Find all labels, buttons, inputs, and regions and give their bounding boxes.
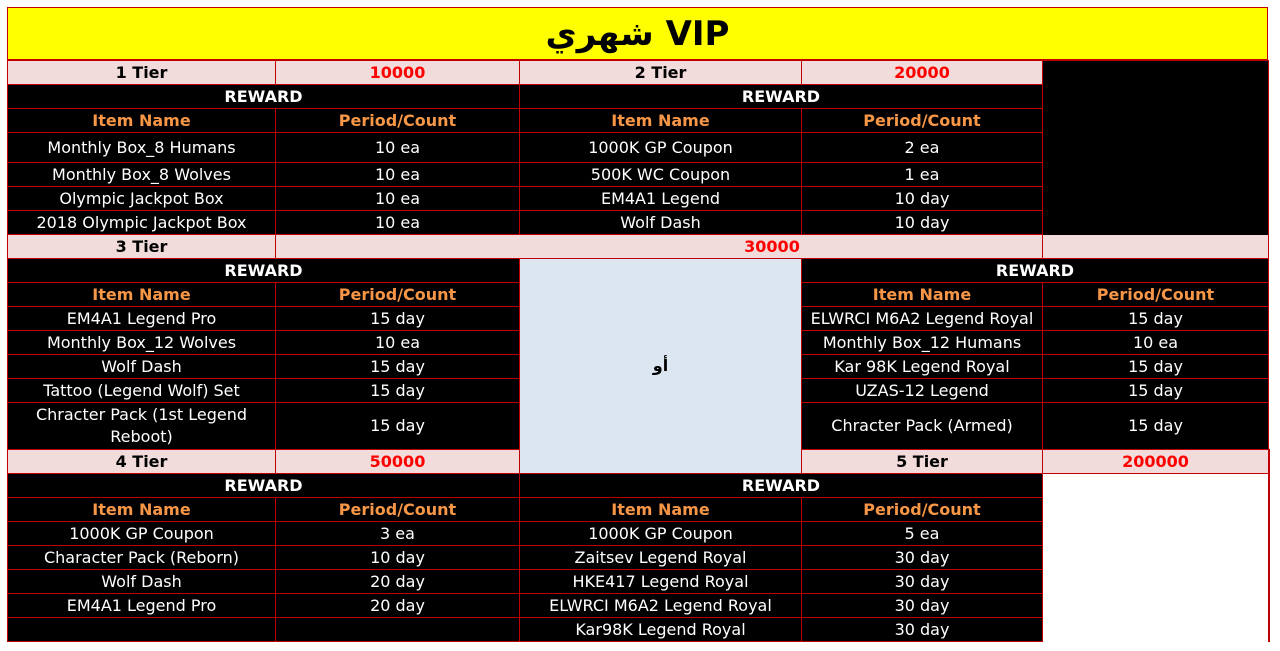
tier2-count: 10 day <box>802 211 1043 235</box>
or-separator: أو <box>520 259 802 474</box>
tier3-left-item: Chracter Pack (1st Legend Reboot) <box>8 403 276 450</box>
vip-rewards-table <box>7 60 1270 642</box>
tier3-left-item: Tattoo (Legend Wolf) Set <box>8 379 276 403</box>
tier2-count: 10 day <box>802 187 1043 211</box>
tier4-empty-item <box>8 618 276 642</box>
tier4-count: 10 day <box>276 546 520 570</box>
tier3-label: 3 Tier <box>8 235 276 259</box>
tier3-right-item: Monthly Box_12 Humans <box>802 331 1043 355</box>
tier3-right-count: 10 ea <box>1043 331 1269 355</box>
tier3-left-count: 15 day <box>276 355 520 379</box>
tier4-item-name-header: Item Name <box>8 498 276 522</box>
tier4-empty-count <box>276 618 520 642</box>
tier3-right-count: 15 day <box>1043 379 1269 403</box>
tier2-item: Wolf Dash <box>520 211 802 235</box>
tier3-left-period-header: Period/Count <box>276 283 520 307</box>
tier1-item-name-header: Item Name <box>8 109 276 133</box>
tier4-count: 20 day <box>276 570 520 594</box>
tier1-count: 10 ea <box>276 187 520 211</box>
tier1-item: Monthly Box_8 Wolves <box>8 163 276 187</box>
tier2-item: EM4A1 Legend <box>520 187 802 211</box>
tier3-right-count: 15 day <box>1043 307 1269 331</box>
tier4-item: EM4A1 Legend Pro <box>8 594 276 618</box>
blank-cell <box>1269 450 1270 642</box>
tier2-period-header: Period/Count <box>802 109 1043 133</box>
tier1-item: Olympic Jackpot Box <box>8 187 276 211</box>
tier3-right-item: ELWRCI M6A2 Legend Royal <box>802 307 1043 331</box>
tier1-period-header: Period/Count <box>276 109 520 133</box>
tier2-item: 1000K GP Coupon <box>520 133 802 163</box>
reward-header-row <box>8 259 1270 283</box>
tier3-left-item: Monthly Box_12 Wolves <box>8 331 276 355</box>
tier5-count: 30 day <box>802 618 1043 642</box>
tier1-reward-header: REWARD <box>8 85 520 109</box>
tier5-item-name-header: Item Name <box>520 498 802 522</box>
blank-cell <box>1043 61 1269 259</box>
tier4-period-header: Period/Count <box>276 498 520 522</box>
tier1-item: 2018 Olympic Jackpot Box <box>8 211 276 235</box>
tier2-count: 2 ea <box>802 133 1043 163</box>
tier-row <box>8 61 1270 85</box>
tier5-count: 30 day <box>802 546 1043 570</box>
tier4-count: 20 day <box>276 594 520 618</box>
tier4-reward-header: REWARD <box>8 474 520 498</box>
tier3-left-item-name-header: Item Name <box>8 283 276 307</box>
tier5-score: 200000 <box>1043 450 1269 474</box>
tier2-count: 1 ea <box>802 163 1043 187</box>
tier4-label: 4 Tier <box>8 450 276 474</box>
tier4-score: 50000 <box>276 450 520 474</box>
table-row <box>8 594 1270 618</box>
tier3-score: 30000 <box>276 235 1269 259</box>
tier1-item: Monthly Box_8 Humans <box>8 133 276 163</box>
column-header-row <box>8 498 1270 522</box>
table-row <box>8 570 1270 594</box>
table-row <box>8 618 1270 642</box>
tier3-right-reward-header: REWARD <box>802 259 1269 283</box>
tier5-item: HKE417 Legend Royal <box>520 570 802 594</box>
tier4-item: Wolf Dash <box>8 570 276 594</box>
tier3-right-count: 15 day <box>1043 403 1269 450</box>
tier5-reward-header: REWARD <box>520 474 1043 498</box>
tier1-score: 10000 <box>276 61 520 85</box>
tier3-left-reward-header: REWARD <box>8 259 520 283</box>
tier3-right-period-header: Period/Count <box>1043 283 1269 307</box>
tier4-item: 1000K GP Coupon <box>8 522 276 546</box>
tier5-count: 5 ea <box>802 522 1043 546</box>
tier1-count: 10 ea <box>276 211 520 235</box>
tier2-reward-header: REWARD <box>520 85 1043 109</box>
tier2-item: 500K WC Coupon <box>520 163 802 187</box>
tier2-score: 20000 <box>802 61 1043 85</box>
tier3-left-count: 15 day <box>276 379 520 403</box>
tier4-item: Character Pack (Reborn) <box>8 546 276 570</box>
reward-header-row <box>8 474 1270 498</box>
tier5-item: Zaitsev Legend Royal <box>520 546 802 570</box>
tier5-count: 30 day <box>802 594 1043 618</box>
tier5-item: 1000K GP Coupon <box>520 522 802 546</box>
tier3-right-item: Chracter Pack (Armed) <box>802 403 1043 450</box>
tier5-label: 5 Tier <box>802 450 1043 474</box>
tier4-count: 3 ea <box>276 522 520 546</box>
tier3-left-count: 10 ea <box>276 331 520 355</box>
tier3-left-item: EM4A1 Legend Pro <box>8 307 276 331</box>
tier5-count: 30 day <box>802 570 1043 594</box>
tier3-right-item-name-header: Item Name <box>802 283 1043 307</box>
tier3-right-item: Kar 98K Legend Royal <box>802 355 1043 379</box>
tier5-item: ELWRCI M6A2 Legend Royal <box>520 594 802 618</box>
tier1-count: 10 ea <box>276 133 520 163</box>
tier2-item-name-header: Item Name <box>520 109 802 133</box>
tier1-count: 10 ea <box>276 163 520 187</box>
table-row <box>8 546 1270 570</box>
page-title: شهري VIP <box>7 7 1268 60</box>
tier5-item: Kar98K Legend Royal <box>520 618 802 642</box>
tier5-period-header: Period/Count <box>802 498 1043 522</box>
tier3-left-item: Wolf Dash <box>8 355 276 379</box>
tier3-left-count: 15 day <box>276 307 520 331</box>
tier3-left-count: 15 day <box>276 403 520 450</box>
tier1-label: 1 Tier <box>8 61 276 85</box>
tier2-label: 2 Tier <box>520 61 802 85</box>
tier3-right-item: UZAS-12 Legend <box>802 379 1043 403</box>
table-row <box>8 522 1270 546</box>
tier-row <box>8 235 1270 259</box>
tier3-right-count: 15 day <box>1043 355 1269 379</box>
